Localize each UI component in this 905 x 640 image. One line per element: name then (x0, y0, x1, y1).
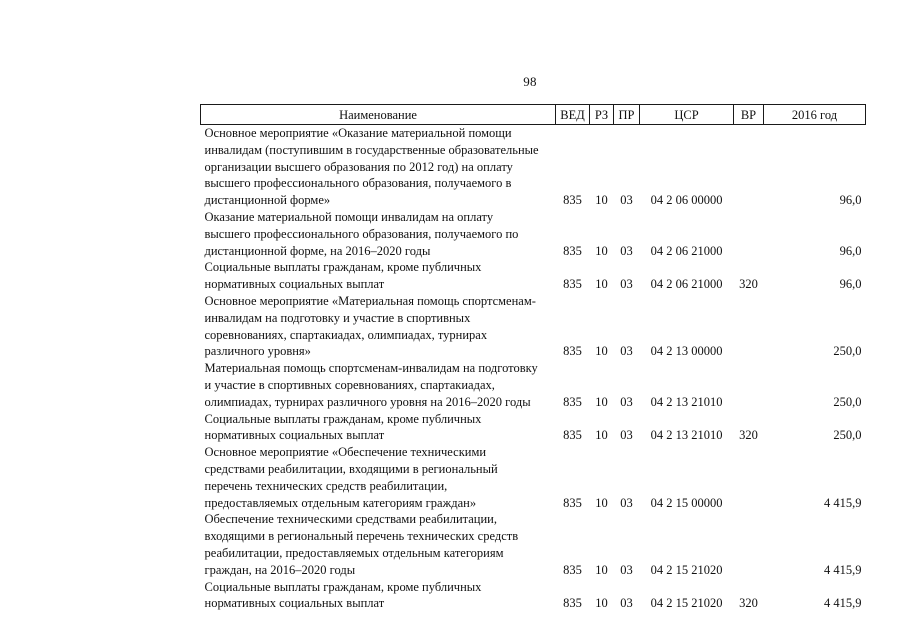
row-ved: 835 (563, 428, 582, 443)
row-ved: 835 (563, 596, 582, 611)
row-name (201, 293, 556, 360)
row-name-line: Обеспечение техническими средствами реабилитации, (204, 512, 497, 527)
row-rz: 10 (595, 277, 608, 292)
row-name-line: реабилитации, предоставляемых отдельным категориям (204, 545, 504, 560)
row-name (201, 511, 556, 578)
row-csr: 04 2 06 21000 (650, 243, 723, 258)
row-name (201, 209, 556, 259)
row-name-line: граждан, на 2016–2020 годы (204, 562, 356, 577)
row-pr: 03 (620, 495, 633, 510)
row-name (201, 444, 556, 511)
row-name-line: Основное мероприятие «Материальная помощь спортсменам- (204, 293, 536, 308)
row-name (201, 259, 556, 293)
row-vr (734, 125, 764, 209)
row-pr: 03 (620, 596, 633, 611)
row-ved: 835 (563, 277, 582, 292)
row-name-line: различного уровня» (204, 344, 311, 359)
header-csr: ЦСР (640, 105, 734, 125)
row-pr: 03 (620, 243, 633, 258)
table-row (201, 511, 866, 578)
table-row (201, 360, 866, 410)
row-name (201, 411, 556, 445)
row-csr: 04 2 15 21020 (650, 562, 723, 577)
row-pr: 03 (620, 562, 633, 577)
row-name (201, 579, 556, 613)
row-rz: 10 (595, 495, 608, 510)
row-vr (734, 444, 764, 511)
row-ved: 835 (563, 394, 582, 409)
row-ved: 835 (563, 344, 582, 359)
row-ved: 835 (563, 562, 582, 577)
row-name-line: инвалидам (поступившим в государственные образовательные (204, 142, 539, 157)
header-rz: РЗ (590, 105, 614, 125)
row-ved: 835 (563, 495, 582, 510)
row-name-line: инвалидам на подготовку и участие в спортивных (204, 310, 471, 325)
table-row (201, 579, 866, 613)
page-number: 98 (523, 74, 537, 89)
row-ved: 835 (563, 193, 582, 208)
header-vr: ВР (734, 105, 764, 125)
row-name (201, 125, 556, 209)
row-csr: 04 2 06 00000 (650, 193, 723, 208)
row-rz: 10 (595, 243, 608, 258)
row-name-line: организации высшего образования по 2012 год) на оплату (204, 159, 513, 174)
table-row (201, 444, 866, 511)
header-sum: 2016 год (764, 105, 866, 125)
row-sum: 4 415,9 (824, 562, 862, 577)
row-ved: 835 (563, 243, 582, 258)
row-name-line: Социальные выплаты гражданам, кроме публичных (204, 579, 482, 594)
row-pr: 03 (620, 394, 633, 409)
row-rz: 10 (595, 428, 608, 443)
row-pr: 03 (620, 193, 633, 208)
header-row (201, 105, 866, 125)
table-row (201, 259, 866, 293)
row-vr (734, 360, 764, 410)
row-pr: 03 (620, 344, 633, 359)
row-csr: 04 2 15 00000 (650, 495, 723, 510)
row-sum: 96,0 (839, 193, 862, 208)
row-name-line: и участие в спортивных соревнованиях, спартакиадах, (204, 377, 495, 392)
row-name-line: Социальные выплаты гражданам, кроме публичных (204, 260, 482, 275)
row-csr: 04 2 13 21010 (650, 394, 723, 409)
row-name-line: нормативных социальных выплат (204, 596, 385, 611)
row-vr (734, 511, 764, 578)
row-csr: 04 2 13 21010 (650, 428, 723, 443)
table-row (201, 209, 866, 259)
row-sum: 250,0 (833, 344, 862, 359)
row-name-line: нормативных социальных выплат (204, 277, 385, 292)
row-sum: 4 415,9 (824, 495, 862, 510)
row-vr (734, 209, 764, 259)
row-sum: 96,0 (839, 243, 862, 258)
row-name-line: Основное мероприятие «Обеспечение техническими (204, 445, 487, 460)
table-row (201, 125, 866, 209)
row-rz: 10 (595, 193, 608, 208)
header-ved: ВЕД (556, 105, 590, 125)
row-vr: 320 (739, 596, 758, 611)
row-csr: 04 2 06 21000 (650, 277, 723, 292)
row-csr: 04 2 15 21020 (650, 596, 723, 611)
budget-table (200, 104, 866, 612)
row-name-line: нормативных социальных выплат (204, 428, 385, 443)
row-sum: 250,0 (833, 428, 862, 443)
row-name-line: дистанционной форме» (204, 193, 331, 208)
row-sum: 4 415,9 (824, 596, 862, 611)
table-row (201, 411, 866, 445)
header-name: Наименование (201, 105, 556, 125)
row-sum: 96,0 (839, 277, 862, 292)
row-name-line: соревнованиях, спартакиадах, олимпиадах, турнирах (204, 327, 488, 342)
row-name-line: Основное мероприятие «Оказание материальной помощи (204, 126, 512, 140)
header-pr: ПР (614, 105, 640, 125)
row-vr (734, 293, 764, 360)
row-vr: 320 (739, 428, 758, 443)
row-name-line: входящими в региональный перечень технических средств (204, 529, 519, 544)
row-pr: 03 (620, 428, 633, 443)
row-rz: 10 (595, 562, 608, 577)
row-name-line: дистанционной форме, на 2016–2020 годы (204, 243, 431, 258)
row-sum: 250,0 (833, 394, 862, 409)
table-body (201, 125, 866, 613)
row-name-line: олимпиадах, турнирах различного уровня на 2016–2020 годы (204, 394, 531, 409)
row-pr: 03 (620, 277, 633, 292)
table-header (201, 105, 866, 125)
row-rz: 10 (595, 394, 608, 409)
row-vr: 320 (739, 277, 758, 292)
row-name-line: высшего профессионального образования, получаемого по (204, 226, 519, 241)
row-name (201, 360, 556, 410)
row-name-line: высшего профессионального образования, получаемого в (204, 176, 512, 191)
row-name-line: перечень технических средств реабилитации, (204, 478, 448, 493)
row-rz: 10 (595, 344, 608, 359)
row-name-line: средствами реабилитации, входящими в региональный (204, 461, 498, 476)
row-name-line: Социальные выплаты гражданам, кроме публичных (204, 411, 482, 426)
row-csr: 04 2 13 00000 (650, 344, 723, 359)
row-name-line: Материальная помощь спортсменам-инвалидам на подготовку (204, 361, 538, 376)
table-row (201, 293, 866, 360)
row-name-line: предоставляемых отдельным категориям граждан» (204, 495, 477, 510)
row-rz: 10 (595, 596, 608, 611)
row-name-line: Оказание материальной помощи инвалидам на оплату (204, 209, 494, 224)
